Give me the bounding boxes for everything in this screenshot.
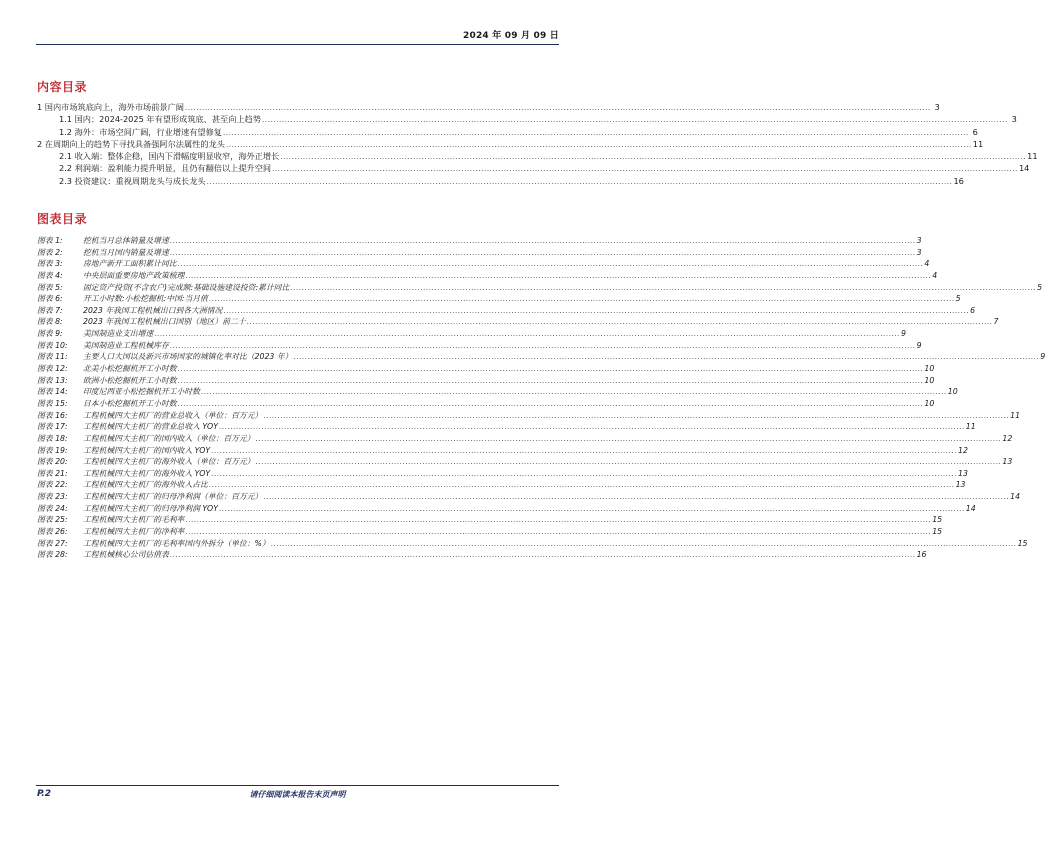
- figure-entry-number: 图表 28:: [37, 550, 68, 560]
- figure-entry-page: 13: [958, 468, 968, 478]
- figures-list: [37, 235, 1045, 561]
- toc-entry-page: 3: [1011, 114, 1017, 125]
- figure-entry-number: 图表 27:: [37, 538, 68, 548]
- figure-entry-number: 图表 22:: [37, 480, 68, 490]
- figure-entry-title: 工程机械四大主机厂的国内收入 YOY: [83, 445, 211, 455]
- figure-leader-dots: [211, 446, 957, 458]
- figure-entry-number: 图表 6:: [37, 294, 63, 304]
- toc-leader-dots: [262, 114, 1008, 126]
- figure-leader-dots: [256, 457, 1002, 469]
- figure-entry-title: 2023 年我国工程机械出口到各大洲情况: [83, 305, 223, 315]
- figure-entry-number: 图表 26:: [37, 527, 68, 537]
- figure-entry-number: 图表 11:: [37, 352, 68, 362]
- figure-leader-dots: [170, 550, 916, 562]
- toc-entry-page: 6: [972, 126, 978, 137]
- figure-entry-title: 工程机械四大主机厂的毛利率: [83, 515, 185, 525]
- figure-entry-title: 工程机械四大主机厂的营业总收入（单位：百万元）: [83, 410, 263, 420]
- footer-divider: [36, 785, 559, 786]
- figure-entry-title: 固定资产投资(不含农户)完成额:基础设施建设投资:累计同比: [83, 282, 290, 292]
- figure-entry-title: 开工小时数:小松挖掘机:中国:当月值: [83, 294, 208, 304]
- toc-leader-dots: [185, 102, 931, 114]
- figure-entry-number: 图表 15:: [37, 398, 68, 408]
- figure-entry-page: 13: [955, 480, 966, 490]
- figure-entry[interactable]: [37, 282, 1043, 294]
- figure-entry[interactable]: [37, 386, 958, 398]
- figure-entry-title: 主要人口大国以及新兴市场国家的城镇化率对比（2023 年）: [83, 352, 293, 362]
- figure-entry-number: 图表 8:: [37, 317, 63, 327]
- toc-entry-title: 2 在周期向上的趋势下寻找具备强阿尔法属性的龙头: [37, 138, 225, 149]
- figures-title: 图表目录: [37, 212, 88, 226]
- figure-entry-number: 图表 19:: [37, 445, 68, 455]
- contents-title: 内容目录: [37, 80, 88, 94]
- figure-entry-title: 工程机械四大主机厂的海外收入占比: [83, 480, 208, 490]
- figure-entry[interactable]: [37, 479, 966, 491]
- figure-entry[interactable]: [37, 491, 1021, 503]
- figure-entry-page: 6: [970, 305, 976, 315]
- figure-entry[interactable]: [37, 363, 935, 375]
- figure-entry-number: 图表 21:: [37, 468, 68, 478]
- figure-entry[interactable]: [37, 375, 935, 387]
- figure-entry-page: 15: [932, 515, 943, 525]
- figure-entry-title: 挖机当月总体销量及增速: [83, 236, 169, 245]
- figure-entry-number: 图表 10:: [37, 340, 68, 350]
- toc-leader-dots: [272, 163, 1018, 175]
- figure-entry[interactable]: [37, 514, 943, 526]
- figure-entry-number: 图表 12:: [37, 364, 68, 374]
- figure-entry-page: 9: [916, 340, 922, 350]
- figure-leader-dots: [290, 283, 1036, 295]
- figure-entry-number: 图表 7:: [37, 305, 63, 315]
- page-number: P.2: [37, 789, 51, 799]
- figure-entry-title: 中央层面重要房地产政策梳理: [83, 270, 185, 280]
- figure-entry-number: 图表 17:: [37, 422, 68, 432]
- figure-leader-dots: [185, 271, 931, 283]
- figure-entry-page: 5: [955, 294, 961, 304]
- figure-entry-title: 挖机当月国内销量及增速: [83, 247, 169, 257]
- figure-leader-dots: [170, 248, 916, 260]
- figure-entry-number: 图表 5:: [37, 282, 63, 292]
- figure-entry-title: 工程机械四大主机厂的净利率: [83, 527, 185, 537]
- toc-entry[interactable]: [37, 101, 940, 113]
- toc-entry-page: 11: [972, 138, 984, 149]
- figure-entry-number: 图表 25:: [37, 515, 68, 525]
- figure-entry[interactable]: [37, 340, 922, 352]
- figure-entry-page: 14: [965, 503, 976, 513]
- toc-entry-title: 1 国内市场筑底向上，海外市场前景广阔: [37, 102, 184, 112]
- figure-entry-page: 10: [924, 364, 935, 374]
- figure-entry-number: 图表 24:: [37, 503, 68, 513]
- figure-entry-title: 印度尼西亚小松挖掘机开工小时数: [83, 387, 200, 397]
- figure-entry-title: 工程机械四大主机厂的营业总收入 YOY: [83, 422, 218, 432]
- figure-leader-dots: [219, 504, 965, 516]
- figure-entry-number: 图表 23:: [37, 492, 68, 502]
- figure-entry-title: 美国制造业支出增速: [83, 329, 154, 339]
- toc-entry[interactable]: [37, 175, 964, 187]
- figure-entry-page: 3: [916, 236, 922, 245]
- figure-entry-number: 图表 4:: [37, 270, 63, 280]
- header-divider: [36, 44, 559, 45]
- figure-leader-dots: [209, 480, 955, 492]
- figure-entry-title: 日本小松挖掘机开工小时数: [83, 398, 177, 408]
- figure-leader-dots: [154, 329, 900, 341]
- figure-entry-title: 工程机械四大主机厂的归母净利润（单位：百万元）: [83, 492, 263, 502]
- figure-entry-title: 工程机械四大主机厂的毛利率国内外拆分（单位：%）: [83, 538, 270, 548]
- figure-entry-title: 北美小松挖掘机开工小时数: [83, 364, 177, 374]
- figure-entry[interactable]: [37, 258, 930, 270]
- figure-entry[interactable]: [37, 468, 968, 480]
- figure-entry-title: 工程机械四大主机厂的国内收入（单位：百万元）: [83, 433, 255, 443]
- figure-leader-dots: [185, 527, 931, 539]
- figure-entry-title: 工程机械四大主机厂的海外收入（单位：百万元）: [83, 457, 255, 467]
- figure-entry-page: 15: [932, 527, 943, 537]
- figure-entry-page: 3: [916, 247, 922, 257]
- figure-entry[interactable]: [37, 410, 1021, 422]
- toc-entry-title: 2.2 利润端：盈利能力提升明显，且仍有翻倍以上提升空间: [59, 163, 272, 174]
- figure-entry-number: 图表 18:: [37, 433, 68, 443]
- contents-list: [37, 101, 1038, 187]
- figure-leader-dots: [185, 515, 931, 527]
- figure-entry[interactable]: [37, 293, 961, 305]
- figure-entry-title: 工程机械核心公司估值表: [83, 550, 169, 560]
- figure-entry[interactable]: [37, 445, 968, 457]
- figure-entry-page: 10: [924, 398, 935, 408]
- figure-entry[interactable]: [37, 421, 976, 433]
- toc-entry[interactable]: [37, 162, 1030, 174]
- figure-leader-dots: [247, 317, 993, 329]
- figure-entry-page: 7: [993, 317, 999, 327]
- figure-leader-dots: [271, 539, 1017, 551]
- figure-entry-page: 9: [901, 329, 906, 339]
- figure-entry-title: 工程机械四大主机厂的归母净利润 YOY: [83, 503, 218, 513]
- figure-entry[interactable]: [37, 351, 1045, 363]
- figure-entry-title: 房地产新开工面积累计同比: [83, 259, 177, 269]
- figure-entry[interactable]: [37, 503, 976, 515]
- toc-entry-page: 11: [1027, 151, 1038, 162]
- figure-entry[interactable]: [37, 549, 927, 561]
- figure-entry[interactable]: [37, 247, 922, 259]
- footer-disclaimer: 请仔细阅读本报告末页声明: [249, 790, 346, 799]
- figure-entry-page: 12: [958, 445, 968, 455]
- figure-leader-dots: [201, 387, 947, 399]
- figure-entry[interactable]: [37, 526, 943, 538]
- figure-entry-title: 2023 年我国工程机械出口国别（地区）前二十: [83, 317, 246, 327]
- figure-entry-page: 11: [1010, 410, 1021, 420]
- toc-leader-dots: [226, 139, 972, 151]
- figure-leader-dots: [178, 376, 924, 388]
- figure-entry-page: 10: [947, 387, 958, 397]
- toc-entry-page: 14: [1018, 163, 1030, 174]
- figure-entry-number: 图表 16:: [37, 410, 68, 420]
- toc-leader-dots: [207, 176, 953, 188]
- figure-entry-number: 图表 3:: [37, 259, 63, 269]
- toc-entry[interactable]: [37, 150, 1038, 162]
- figure-leader-dots: [178, 259, 924, 271]
- figure-entry-page: 16: [916, 550, 927, 560]
- figure-entry[interactable]: [37, 398, 935, 410]
- figure-entry[interactable]: [37, 235, 922, 247]
- figure-entry[interactable]: [37, 456, 1013, 468]
- figure-entry-page: 4: [924, 259, 930, 269]
- toc-leader-dots: [223, 127, 969, 139]
- figure-entry-page: 5: [1037, 282, 1043, 292]
- figure-leader-dots: [209, 294, 955, 306]
- figure-entry-number: 图表 14:: [37, 387, 68, 397]
- toc-entry[interactable]: [37, 138, 984, 150]
- figure-entry-page: 14: [1010, 492, 1021, 502]
- toc-entry-title: 1.2 海外：市场空间广阔，行业增速有望修复: [59, 126, 222, 137]
- figure-leader-dots: [178, 364, 924, 376]
- figure-leader-dots: [178, 399, 924, 411]
- figure-entry-number: 图表 9:: [37, 329, 63, 339]
- figure-entry-title: 欧洲小松挖掘机开工小时数: [83, 375, 177, 385]
- figure-entry-page: 11: [965, 422, 976, 432]
- toc-entry-page: 16: [953, 175, 964, 186]
- figure-leader-dots: [223, 306, 969, 318]
- report-date: 2024 年 09 月 09 日: [463, 31, 559, 41]
- toc-entry-title: 2.3 投资建议：重视周期龙头与成长龙头: [59, 175, 206, 186]
- toc-entry-title: 2.1 收入端：整体企稳，国内下滑幅度明显收窄，海外正增长: [59, 151, 280, 162]
- figure-entry-page: 4: [932, 270, 938, 280]
- toc-entry[interactable]: [37, 113, 1017, 125]
- toc-leader-dots: [280, 151, 1026, 163]
- figure-entry[interactable]: [37, 328, 906, 340]
- figure-leader-dots: [263, 411, 1009, 423]
- figure-entry-page: 15: [1017, 538, 1028, 548]
- figure-entry-page: 9: [1040, 352, 1045, 362]
- figure-leader-dots: [263, 492, 1009, 504]
- toc-entry-page: 3: [934, 102, 940, 112]
- figure-entry-number: 图表 20:: [37, 457, 68, 467]
- figure-leader-dots: [211, 469, 957, 481]
- figure-entry[interactable]: [37, 270, 938, 282]
- figure-leader-dots: [170, 236, 916, 248]
- figure-entry-number: 图表 2:: [37, 247, 63, 257]
- figure-entry-title: 美国制造业工程机械库存: [83, 340, 169, 350]
- toc-entry-title: 1.1 国内：2024-2025 年有望形成筑底、甚至向上趋势: [59, 114, 262, 125]
- toc-entry[interactable]: [37, 126, 978, 138]
- figure-leader-dots: [256, 434, 1002, 446]
- figure-entry[interactable]: [37, 316, 999, 328]
- figure-entry-title: 工程机械四大主机厂的海外收入 YOY: [83, 468, 211, 478]
- figure-entry-page: 12: [1002, 433, 1013, 443]
- figure-leader-dots: [219, 422, 965, 434]
- figure-entry-number: 图表 1:: [37, 236, 63, 245]
- figure-entry-number: 图表 13:: [37, 375, 68, 385]
- figure-entry-page: 10: [924, 375, 935, 385]
- figure-entry[interactable]: [37, 433, 1013, 445]
- figure-entry-page: 13: [1002, 457, 1013, 467]
- figure-entry[interactable]: [37, 538, 1028, 550]
- figure-entry[interactable]: [37, 305, 976, 317]
